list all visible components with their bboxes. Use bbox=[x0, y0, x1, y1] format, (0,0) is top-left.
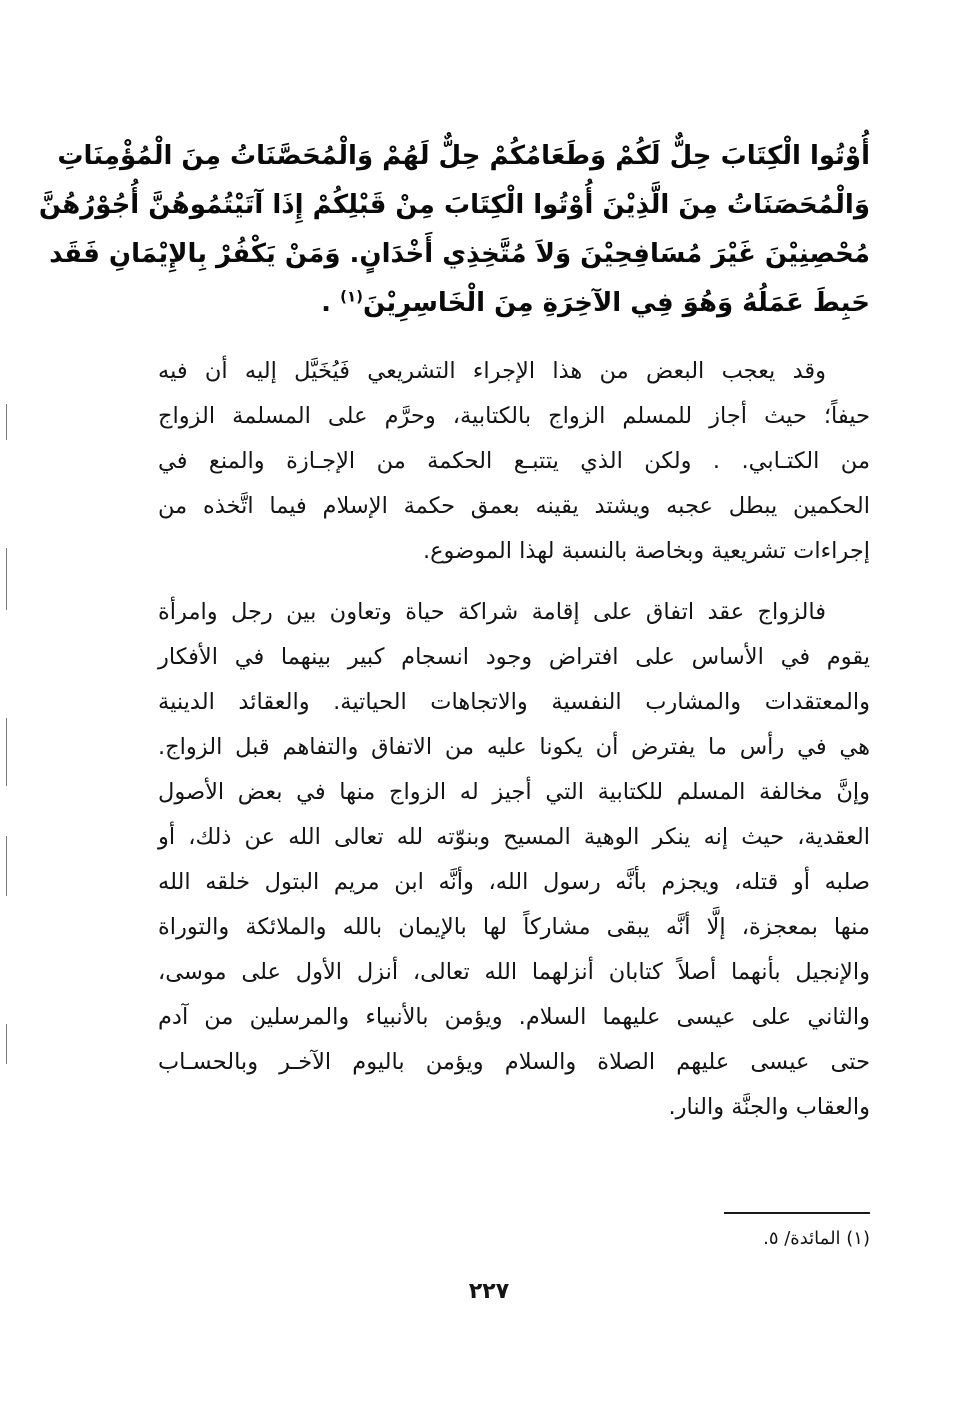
scan-artifact-line bbox=[6, 404, 7, 440]
quran-verse bbox=[38, 132, 870, 328]
paragraph-line: من الكتـابي. . ولكن الذي يتتبـع الحكمة من الإجـازة والمنع في bbox=[158, 448, 870, 474]
paragraph-1 bbox=[158, 349, 870, 574]
verse-line: مُحْصِنِيْنَ غَيْرَ مُسَافِحِيْنَ وَلاَ مُتَّخِذِي أَخْدَانٍ. وَمَنْ يَكْفُرْ بِالإِيْمَانِ فَقَد bbox=[49, 239, 870, 269]
page-number: ٢٢٧ bbox=[468, 1279, 510, 1304]
scan-artifact-line bbox=[6, 836, 7, 896]
verse-end-punctuation: . bbox=[321, 288, 332, 318]
verse-line-text: حَبِطَ عَمَلُهُ وَهُوَ فِي الآخِرَةِ مِنَ الْخَاسِرِيْنَ bbox=[363, 288, 870, 318]
paragraph-line: فالزواج عقد اتفاق على إقامة شراكة حياة وتعاون بين رجل وامرأة bbox=[158, 599, 826, 625]
paragraph-line: هي في رأس ما يفترض أن يكونا عليه من الاتفاق والتفاهم قبل الزواج. bbox=[158, 734, 870, 760]
paragraph-line: منها بمعجزة، إلَّا أنَّه يبقى مشاركاً لها بالإيمان بالله والملائكة والتوراة bbox=[158, 914, 870, 940]
scan-artifact-line bbox=[6, 548, 7, 610]
paragraph-line: صلبه أو قتله، ويجزم بأنَّه رسول الله، وأنَّه ابن مريم البتول خلقه الله bbox=[158, 869, 870, 895]
paragraph-line: وقد يعجب البعض من هذا الإجراء التشريعي فَيُخَيَّل إليه أن فيه bbox=[158, 358, 826, 384]
paragraph-line: حتى عيسى عليهم الصلاة والسلام ويؤمن باليوم الآخـر وبالحسـاب bbox=[158, 1049, 870, 1075]
paragraph-line: والعقاب والجنَّة والنار. bbox=[668, 1094, 870, 1120]
paragraph-line: والثاني على عيسى عليهما السلام. ويؤمن بالأنبياء والمرسلين من آدم bbox=[158, 1004, 870, 1030]
verse-line: أُوْتُوا الْكِتَابَ حِلٌّ لَكُمْ وَطَعَامُكُمْ حِلٌّ لَهُمْ وَالْمُحَصَّنَاتُ مِنَ الْمُؤْمِنَاتِ bbox=[57, 141, 870, 171]
paragraph-line: والإنجيل بأنهما أصلاً كتابان أنزلهما الله تعالى، أنزل الأول على موسى، bbox=[158, 959, 870, 985]
scan-artifact-line bbox=[6, 1024, 7, 1064]
paragraph-line: إجراءات تشريعية وبخاصة بالنسبة لهذا الموضوع. bbox=[422, 538, 870, 564]
paragraph-line: العقدية، حيث إنه ينكر الوهية المسيح وبنوّته لله تعالى الله عن ذلك، أو bbox=[158, 824, 870, 850]
scan-artifact-line bbox=[6, 718, 7, 786]
paragraph-2 bbox=[158, 590, 870, 1130]
verse-line: وَالْمُحَصَنَاتُ مِنَ الَّذِيْنَ أُوْتُوا الْكِتَابَ مِنْ قَبْلِكُمْ إِذَا آتَيْتُمُوهُنَّ أُجُوْرُهُنَّ bbox=[38, 190, 870, 220]
paragraph-line: يقوم في الأساس على افتراض وجود انسجام كبير بينهما في الأفكار bbox=[158, 644, 870, 670]
paragraph-line: وإنَّ مخالفة المسلم للكتابية التي أجيز له الزواج منها في بعض الأصول bbox=[158, 779, 870, 805]
paragraph-line: والمعتقدات والمشارب النفسية والاتجاهات الحياتية. والعقائد الدينية bbox=[158, 689, 870, 715]
paragraph-line: حيفاً؛ حيث أجاز للمسلم الزواج بالكتابية، وحرَّم على المسلمة الزواج bbox=[158, 403, 870, 429]
footnote: (١) المائدة/ ٥. bbox=[763, 1228, 870, 1249]
footnote-reference: (١) bbox=[340, 287, 363, 306]
verse-line-last bbox=[158, 279, 870, 328]
footnote-separator bbox=[724, 1212, 870, 1214]
paragraph-line: الحكمين يبطل عجبه ويشتد يقينه بعمق حكمة الإسلام فيما اتَّخذه من bbox=[158, 493, 870, 519]
